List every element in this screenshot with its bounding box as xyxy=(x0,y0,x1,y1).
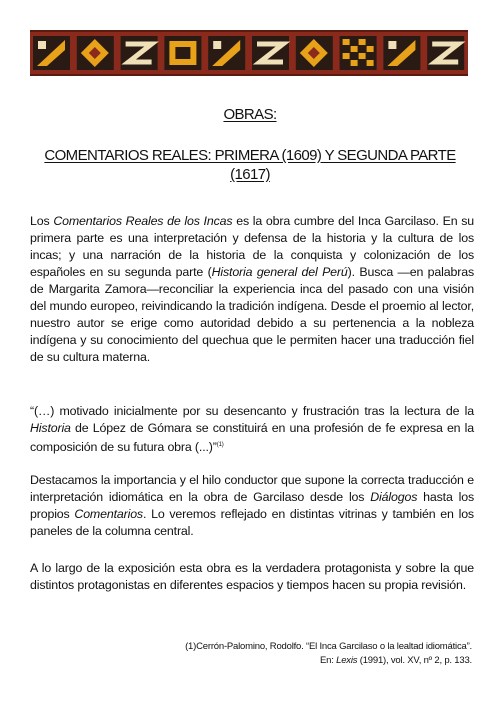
text-run: Los xyxy=(30,214,54,228)
text-run: ). Busca —en palabras de Margarita Zamora—reconciliar la experiencia inca del pasado con una visión del mundo europeo, reivindicando la tradición indígena. Desde el proemio al lector, nuestro autor se erige como autoridad debido a su pertenencia a la nobleza indígena y su conocimiento del quechua que le permiten hacer una traducción fiel de su cultura materna. xyxy=(30,265,474,364)
text-run: . Lo veremos reflejado en distintas vitrinas y también en los paneles de la columna central. xyxy=(30,507,474,538)
section-title: OBRAS: xyxy=(223,106,277,123)
motif-square xyxy=(38,41,46,49)
text-run: A lo largo de la exposición esta obra es la verdadera protagonista y sobre la que distintos protagonistas en diferentes espacios y tiempos hacen su propia revisión. xyxy=(30,561,474,592)
journal-title: Lexis xyxy=(336,655,358,666)
motif-checker-cell xyxy=(351,46,358,52)
motif-square xyxy=(388,41,396,49)
paragraph-intro xyxy=(30,213,474,366)
motif-checker-cell xyxy=(351,60,358,66)
text-run: de López de Gómara se constituirá en una profesión de fe expresa en la composición de su futura obra (...)” xyxy=(30,421,474,454)
footnote-reference: (1) xyxy=(216,442,224,448)
motif-box-inner xyxy=(175,47,190,59)
text-run: Cerrón-Palomino, Rodolfo. “El Inca Garcilaso o la lealtad idiomática”. En: xyxy=(196,641,472,666)
motif-square xyxy=(213,41,221,49)
andean-textile-banner xyxy=(30,30,468,76)
text-run: hasta los propios xyxy=(30,490,474,521)
text-run: es la obra cumbre del Inca Garcilaso. En su primera parte es una interpretación y defensa de la historia y la cultura de los incas; y una narración de la historia de la conquista y colonización de los españoles en su segunda parte ( xyxy=(30,214,475,279)
work-title: Historia general del Perú xyxy=(211,265,348,279)
motif-checker-cell xyxy=(343,53,350,59)
work-title: Comentarios Reales de los Incas xyxy=(53,214,233,228)
work-title: Historia xyxy=(30,421,71,435)
work-title: Comentarios xyxy=(74,507,143,521)
footnote xyxy=(172,640,472,668)
motif-checker-cell xyxy=(359,53,366,59)
motif-checker-cell xyxy=(367,46,374,52)
paragraph-exhibition xyxy=(30,560,474,594)
text-run: Destacamos la importancia y el hilo conductor que supone la correcta traducción e interpretación idiomática en la obra de Garcilaso desde los xyxy=(30,473,474,504)
motif-checker-cell xyxy=(359,39,366,45)
footnote-marker: (1) xyxy=(185,641,197,652)
text-run: “(…) motivado inicialmente por su desencanto y frustración tras la lectura de la xyxy=(30,404,474,418)
paragraph-translation xyxy=(30,472,474,540)
motif-checker-cell xyxy=(343,39,350,45)
section-subtitle: COMENTARIOS REALES: PRIMERA (1609) Y SEGUNDA PARTE (1617) xyxy=(44,147,456,183)
work-title: Diálogos xyxy=(370,490,418,504)
textile-pattern-graphic xyxy=(30,32,468,74)
paragraph-quote xyxy=(30,403,474,456)
text-run: (1991), vol. XV, nº 2, p. 133. xyxy=(357,655,472,666)
motif-checker-cell xyxy=(367,60,374,66)
